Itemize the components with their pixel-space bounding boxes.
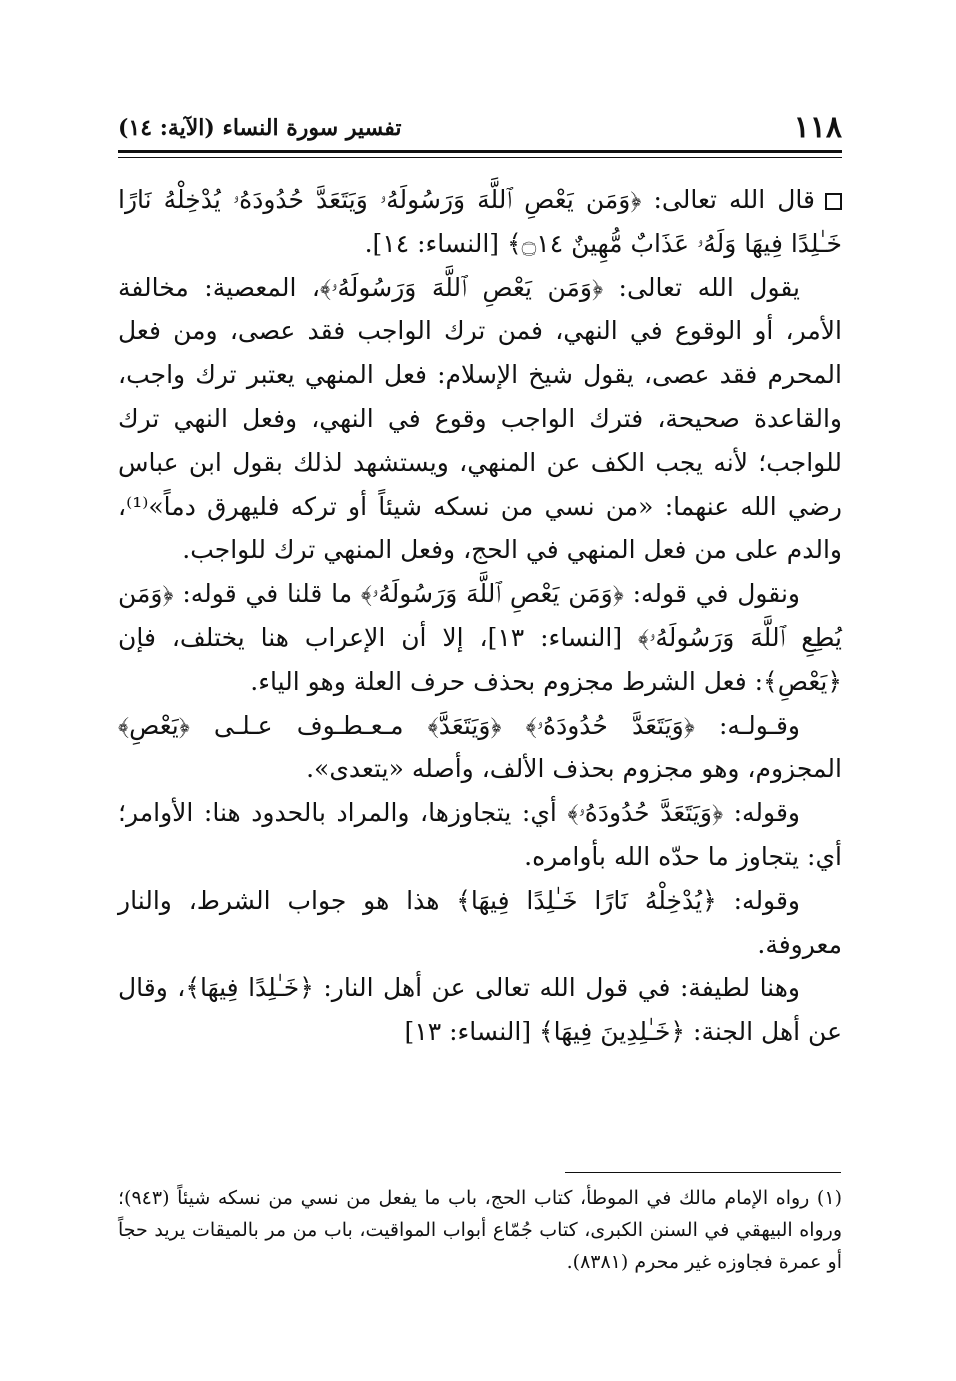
footnote-separator: [565, 1172, 841, 1173]
footnotes: [118, 1182, 842, 1278]
header-rule-thin: [118, 157, 842, 158]
header-rule-thick: [118, 150, 842, 153]
paragraph: وقـولـه: ﴿وَيَتَعَدَّ حُدُودَهُۥ﴾ ﴿وَيَتَعَدَّ﴾ مـعـطـوف عـلـى ﴿يَعْصِ﴾ المجزوم، وهو مجزوم بحذف الألف، وأصله «يتعدى».: [118, 710, 842, 784]
paragraph: ونقول في قوله: ﴿وَمَن يَعْصِ ٱللَّهَ وَرَسُولَهُۥ﴾ ما قلنا في قوله: ﴿وَمَن يُطِعِ ٱللَّهَ وَرَسُولَهُۥ﴾ [النساء: ١٣]، إلا أن الإعراب هنا يختلف، فإن ﴿يَعْصِ﴾: فعل الشرط مجزوم بحذف حرف العلة وهو الياء.: [118, 579, 842, 696]
paragraph: وقوله: ﴿وَيَتَعَدَّ حُدُودَهُۥ﴾ أي: يتجاوزها، والمراد بالحدود هنا: الأوامر؛ أي: يتجاوز ما حدّه الله بأوامره.: [118, 798, 842, 871]
square-bullet-icon: [825, 193, 842, 210]
paragraph: وقوله: ﴿يُدْخِلْهُ نَارًا خَـٰلِدًا فِيهَا﴾ هذا هو جواب الشرط، والنار معروفة.: [118, 885, 842, 959]
paragraph: وهنا لطيفة: في قول الله تعالى عن أهل النار: ﴿خَـٰلِدًا فِيهَا﴾، وقال عن أهل الجنة: ﴿خَـٰلِدِينَ فِيهَا﴾ [النساء: ١٣]: [118, 973, 842, 1047]
paragraph: [118, 178, 842, 266]
footnote: (١) رواه الإمام مالك في الموطأ، كتاب الحج، باب ما يفعل من نسي من نسكه شيئاً (٩٤٣)؛ ورواه البيهقي في السنن الكبرى، كتاب جُمّاع أبواب المواقيت، باب من مر بالميقات يريد حجاً أو عمرة فجاوزه غير محرم (٨٣٨١).: [118, 1187, 842, 1273]
page-header: [118, 108, 842, 148]
paragraph-text: قال الله تعالى: ﴿وَمَن يَعْصِ ٱللَّهَ وَرَسُولَهُۥ وَيَتَعَدَّ حُدُودَهُۥ يُدْخِلْهُ نَارًا خَـٰلِدًا فِيهَا وَلَهُۥ عَذَابٌ مُّهِينٌ ۝١٤﴾ [النساء: ١٤].: [118, 185, 842, 258]
running-title: تفسير سورة النساء (الآية: ١٤): [118, 115, 402, 141]
page-number: ١١٨: [793, 110, 842, 145]
paragraph: يقول الله تعالى: ﴿وَمَن يَعْصِ ٱللَّهَ وَرَسُولَهُۥ﴾، المعصية: مخالفة الأمر، أو الوقوع في النهي، فمن ترك الواجب فقد عصى، ومن فعل المحرم فقد عصى، يقول شيخ الإسلام: فعل المنهي يعتبر ترك واجب، والقاعدة صحيحة، فترك الواجب وقوع في النهي، وفعل النهي ترك للواجب؛ لأنه يجب الكف عن المنهي، ويستشهد لذلك بقول ابن عباس رضي الله عنهما: «من نسي من نسكه شيئاً أو تركه فليهرق دماً»⁽¹⁾، والدم على من فعل المنهي في الحج، وفعل المنهي ترك للواجب.: [118, 272, 842, 565]
body-text: [118, 178, 842, 1054]
